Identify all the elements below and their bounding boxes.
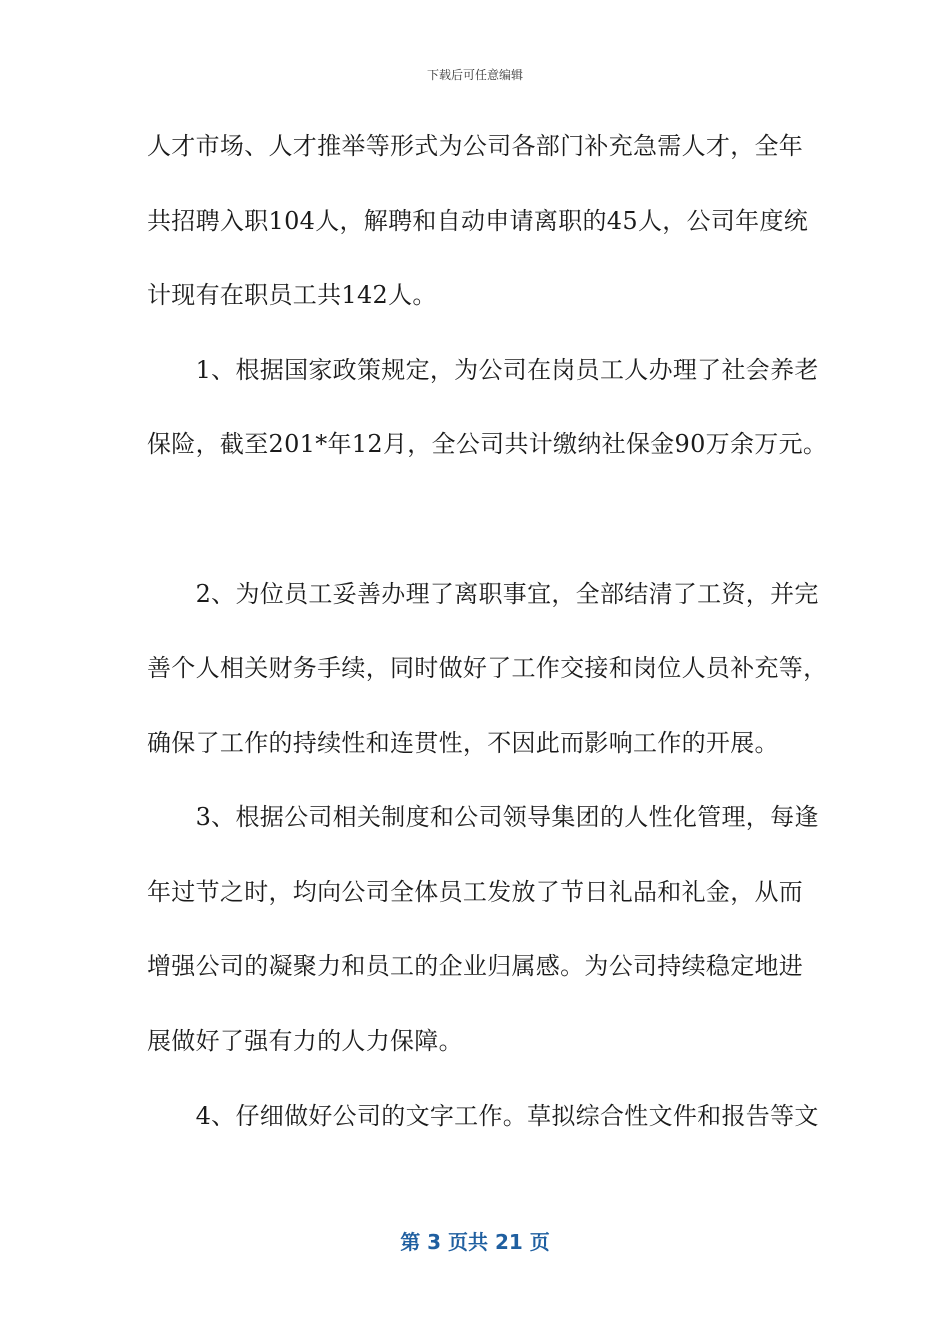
body-line: 计现有在职员工共142人。 [147, 281, 437, 309]
page-number: 第 3 页共 21 页 [400, 1230, 550, 1254]
body-line: 善个人相关财务手续，同时做好了工作交接和岗位人员补充等， [147, 654, 828, 682]
body-line: 保险，截至201*年12月，全公司共计缴纳社保金90万余万元。 [147, 430, 828, 458]
body-line: 确保了工作的持续性和连贯性，不因此而影响工作的开展。 [147, 729, 779, 757]
body-line: 共招聘入职104人，解聘和自动申请离职的45人，公司年度统 [147, 207, 809, 235]
header-note: 下载后可任意编辑 [426, 68, 523, 82]
body-line: 4、仔细做好公司的文字工作。草拟综合性文件和报告等文 [147, 1102, 819, 1130]
body-line: 展做好了强有力的人力保障。 [147, 1027, 463, 1055]
body-line: 人才市场、人才推举等形式为公司各部门补充急需人才，全年 [147, 132, 804, 160]
body-line: 年过节之时，均向公司全体员工发放了节日礼品和礼金，从而 [147, 878, 804, 906]
body-line: 增强公司的凝聚力和员工的企业归属感。为公司持续稳定地进 [147, 952, 804, 980]
body-line: 1、根据国家政策规定，为公司在岗员工人办理了社会养老 [147, 356, 819, 384]
body-line: 2、为位员工妥善办理了离职事宜，全部结清了工资，并完 [147, 580, 819, 608]
body-line: 3、根据公司相关制度和公司领导集团的人性化管理，每逢 [147, 803, 819, 831]
